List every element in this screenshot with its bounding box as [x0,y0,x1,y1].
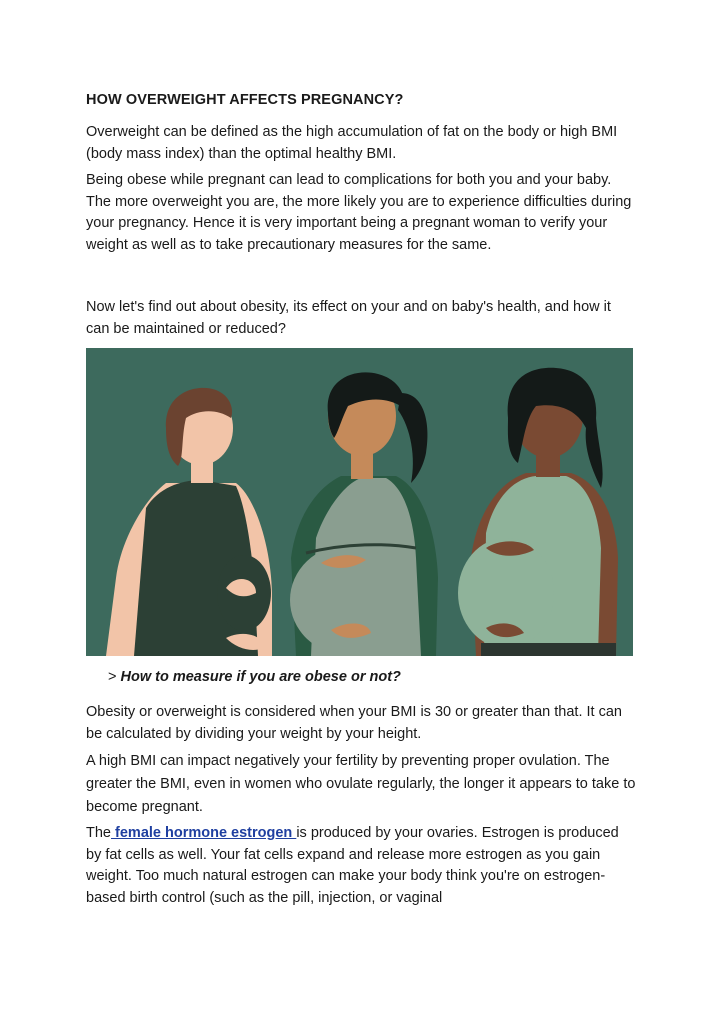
subheading [108,669,401,685]
estrogen-body-text: is produced by your ovaries. Estrogen is produced by fat cells as well. Your fat cells expand and release more estrogen as you gain weight. Too much natural estrogen can make your body think you're on estrogen-based birth control (such as the pill, injection, or vaginal [86,825,619,906]
paragraph-fertility: A high BMI can impact negatively your fertility by preventing proper ovulation. The greater the BMI, even in women who ovulate regularly, the longer it appears to take to become pregnant. [86,753,636,815]
subheading-marker: > [108,669,117,685]
paragraph-complications: Being obese while pregnant can lead to complications for both you and your baby. The more overweight you are, the more likely you are to experience difficulties during your pregnancy. Hence it is very important being a pregnant woman to verify your weight as well as to take precautionary measures for the same. [86,172,632,253]
female-hormone-estrogen-link[interactable]: female hormone estrogen [111,825,297,841]
pregnant-women-illustration [86,348,633,656]
paragraph-definition: Overweight can be defined as the high accumulation of fat on the body or high BMI (body mass index) than the optimal healthy BMI. [86,124,618,162]
subheading-text: How to measure if you are obese or not? [120,669,401,685]
paragraph-bmi-threshold: Obesity or overweight is considered when your BMI is 30 or greater than that. It can be calculated by dividing your weight by your height. [86,704,622,742]
estrogen-lead-text: The [86,825,111,841]
paragraph-estrogen [86,823,638,909]
page-title: HOW OVERWEIGHT AFFECTS PREGNANCY? [86,92,404,108]
paragraph-intro: Now let's find out about obesity, its effect on your and on baby's health, and how it can be maintained or reduced? [86,299,611,337]
